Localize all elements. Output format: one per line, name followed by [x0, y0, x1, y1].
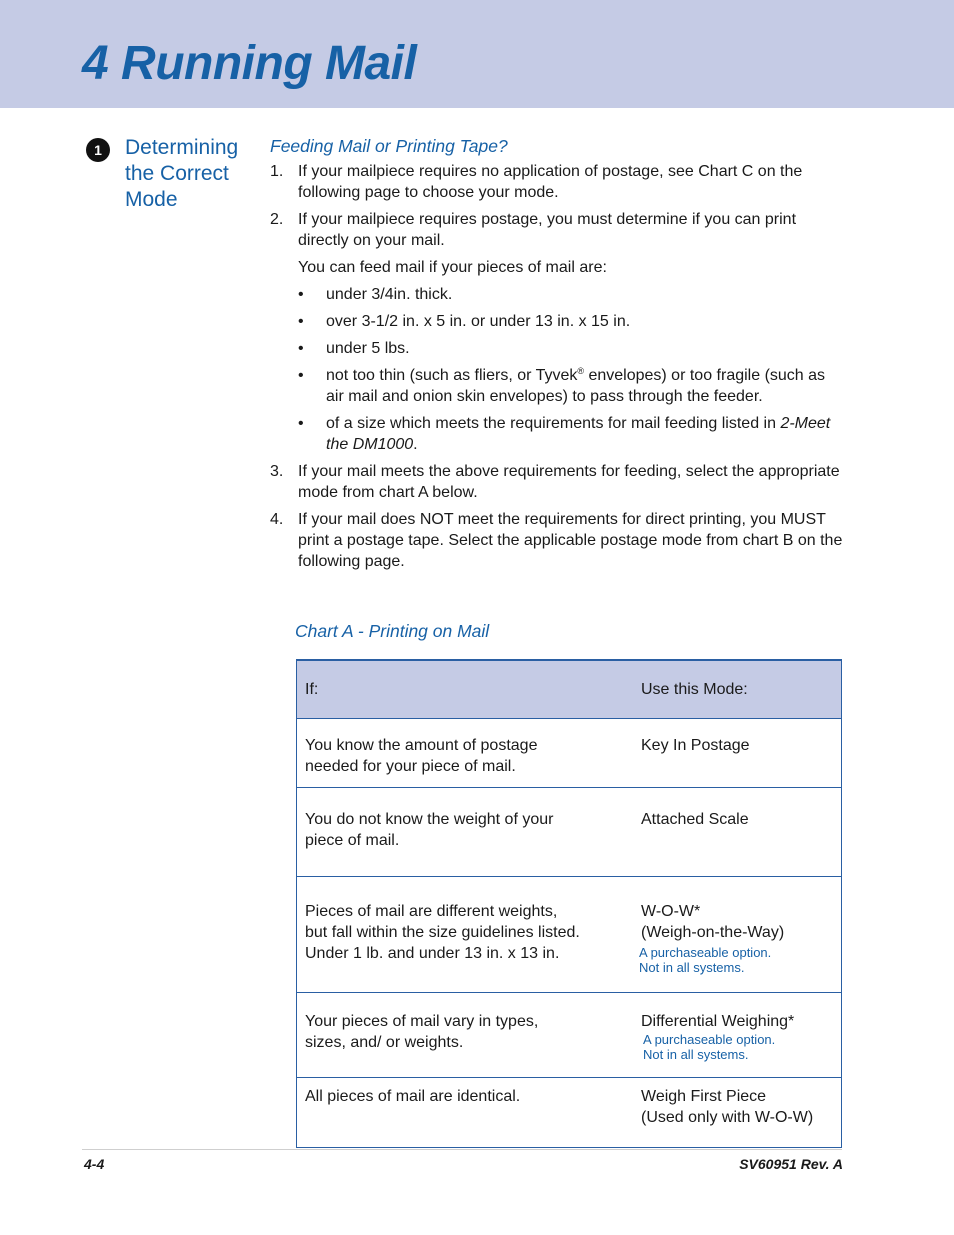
condition-cell — [297, 876, 642, 992]
cell-line: sizes, and/ or weights. — [305, 1033, 464, 1051]
bullet-text: over 3-1/2 in. x 5 in. or under 13 in. x 15 in. — [326, 313, 631, 330]
bullet-item — [270, 365, 845, 407]
condition-cell — [297, 787, 642, 876]
chart-a-title: Chart A - Printing on Mail — [295, 621, 490, 641]
table-row — [297, 787, 842, 876]
bullet-text-tyvek — [326, 367, 825, 405]
section-reference: 2-Meet the DM1000 — [326, 415, 831, 453]
cell-line: Your pieces of mail vary in types, — [305, 1012, 539, 1030]
cell-line: You know the amount of postage — [305, 736, 538, 754]
numbered-item — [270, 509, 845, 572]
bullet-text-part: not too thin (such as fliers, or Tyvek — [326, 367, 578, 384]
note-line: A purchaseable option. — [643, 1031, 776, 1047]
bullet-text: under 3/4in. thick. — [326, 286, 453, 303]
bullet-text-part: . — [413, 436, 418, 453]
option-note — [639, 945, 841, 975]
table-row — [297, 992, 842, 1077]
bullet-item — [270, 413, 845, 455]
mode-cell — [641, 718, 842, 787]
mode-cell — [641, 787, 842, 876]
item-text: If your mail does NOT meet the requirements for direct printing, you MUST print a postage tape. Select the applicable postage mode from chart B on the following page. — [298, 511, 843, 570]
item-number: 2. — [270, 211, 284, 228]
bullet-item — [270, 311, 845, 332]
feeding-subheading: Feeding Mail or Printing Tape? — [270, 136, 508, 156]
document-id: SV60951 Rev. A — [739, 1156, 843, 1172]
condition-cell — [297, 718, 642, 787]
item-text: If your mail meets the above requirements for feeding, select the appropriate mode from chart A below. — [298, 463, 840, 501]
note-line: A purchaseable option. — [639, 944, 772, 960]
column-header-if: If: — [297, 660, 642, 718]
footer-rule — [82, 1149, 842, 1150]
cell-line: needed for your piece of mail. — [305, 757, 516, 775]
cell-line: (Weigh-on-the-Way) — [641, 923, 785, 941]
bullet-dot: • — [298, 286, 304, 303]
table-row — [297, 718, 842, 787]
cell-line: but fall within the size guidelines listed. — [305, 923, 580, 941]
step-number-badge: 1 — [86, 138, 110, 162]
condition-cell — [297, 992, 642, 1077]
bullet-dot: • — [298, 367, 304, 384]
mode-cell — [641, 876, 842, 992]
numbered-item — [270, 161, 845, 203]
item-number: 1. — [270, 163, 284, 180]
cell-line: Key In Postage — [641, 736, 750, 754]
table-row — [297, 1077, 842, 1147]
table-header-row — [297, 660, 842, 718]
note-line: Not in all systems. — [643, 1046, 749, 1062]
bullet-text-size — [326, 415, 830, 453]
cell-line: Weigh First Piece — [641, 1087, 767, 1105]
note-line: Not in all systems. — [639, 959, 745, 975]
bullet-dot: • — [298, 340, 304, 357]
cell-line: Under 1 lb. and under 13 in. x 13 in. — [305, 944, 560, 962]
page-number: 4-4 — [84, 1156, 105, 1172]
bullet-item — [270, 338, 845, 359]
bullet-text: under 5 lbs. — [326, 340, 410, 357]
header-band — [0, 0, 954, 108]
mode-cell — [641, 992, 842, 1077]
cell-line: All pieces of mail are identical. — [305, 1087, 521, 1105]
numbered-item — [270, 209, 845, 251]
condition-cell — [297, 1077, 642, 1147]
section-heading: Determining the Correct Mode — [125, 136, 239, 211]
bullet-text-part: envelopes) or too fragile (such as air mail and onion skin envelopes) to pass through the feeder. — [326, 367, 826, 405]
bullet-dot: • — [298, 313, 304, 330]
feed-intro: You can feed mail if your pieces of mail are: — [298, 259, 607, 276]
cell-line: Attached Scale — [641, 810, 749, 828]
bullet-item — [270, 284, 845, 305]
cell-line: You do not know the weight of your — [305, 810, 554, 828]
bullet-dot: • — [298, 415, 304, 432]
chart-a-table — [296, 659, 842, 1148]
item-text: If your mailpiece requires no application of postage, see Chart C on the following page to choose your mode. — [298, 163, 803, 201]
bullet-text-part: of a size which meets the requirements for mail feeding listed in — [326, 415, 781, 432]
cell-line: Differential Weighing* — [641, 1012, 795, 1030]
cell-line: W-O-W* — [641, 902, 701, 920]
instructions — [270, 135, 845, 578]
item-number: 4. — [270, 511, 284, 528]
option-note — [643, 1032, 841, 1062]
item-number: 3. — [270, 463, 284, 480]
table-row — [297, 876, 842, 992]
numbered-item — [270, 461, 845, 503]
cell-line: Pieces of mail are different weights, — [305, 902, 558, 920]
cell-line: (Used only with W-O-W) — [641, 1108, 814, 1126]
mode-cell — [641, 1077, 842, 1147]
column-header-mode: Use this Mode: — [641, 660, 842, 718]
item-text: If your mailpiece requires postage, you must determine if you can print directly on your mail. — [298, 211, 797, 249]
chapter-title: 4 Running Mail — [82, 37, 417, 90]
registered-mark: ® — [577, 366, 585, 376]
cell-line: piece of mail. — [305, 831, 400, 849]
